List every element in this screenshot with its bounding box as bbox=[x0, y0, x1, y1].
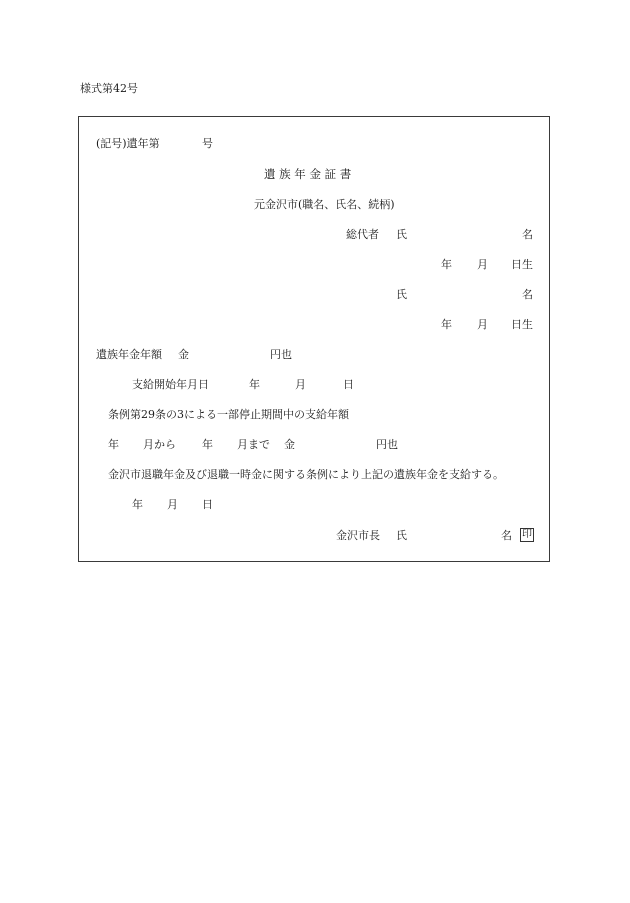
suspension-year-from: 年 bbox=[108, 438, 119, 451]
issue-day: 日 bbox=[202, 498, 213, 511]
issue-month: 月 bbox=[167, 498, 178, 511]
suspension-year-until: 年 bbox=[202, 438, 213, 451]
second-birth-month: 月 bbox=[477, 318, 488, 331]
suspension-month-until: 月まで bbox=[237, 438, 270, 451]
second-birth-day: 日生 bbox=[511, 318, 533, 331]
suspension-yen: 円也 bbox=[376, 438, 398, 451]
seal-stamp-box: 印 bbox=[522, 529, 532, 540]
payment-statement: 金沢市退職年金及び退職一時金に関する条例により上記の遺族年金を支給する。 bbox=[108, 468, 504, 481]
record-number-label: (記号)遺年第 bbox=[96, 137, 160, 150]
record-number-suffix: 号 bbox=[202, 137, 213, 150]
representative-label: 総代者 bbox=[346, 228, 379, 241]
representative-name-prefix: 氏 bbox=[396, 228, 407, 241]
suspension-month-from: 月から bbox=[143, 438, 176, 451]
representative-birth-day: 日生 bbox=[511, 258, 533, 271]
former-employee-line: 元金沢市(職名、氏名、続柄) bbox=[254, 198, 395, 211]
start-date-year: 年 bbox=[249, 378, 260, 391]
representative-name-suffix: 名 bbox=[522, 228, 533, 241]
representative-birth-year: 年 bbox=[441, 258, 452, 271]
mayor-name-prefix: 氏 bbox=[396, 529, 407, 542]
start-date-label: 支給開始年月日 bbox=[132, 378, 209, 391]
start-date-day: 日 bbox=[343, 378, 354, 391]
certificate-title: 遺 族 年 金 証 書 bbox=[264, 167, 352, 181]
start-date-month: 月 bbox=[295, 378, 306, 391]
certificate-frame bbox=[78, 116, 550, 562]
mayor-label: 金沢市長 bbox=[336, 529, 380, 542]
second-name-suffix: 名 bbox=[522, 288, 533, 301]
pension-amount-kin: 金 bbox=[178, 348, 189, 361]
pension-amount-label: 遺族年金年額 bbox=[96, 348, 162, 361]
mayor-name-suffix: 名 bbox=[501, 529, 512, 542]
suspension-label: 条例第29条の3による一部停止期間中の支給年額 bbox=[108, 408, 349, 421]
representative-birth-month: 月 bbox=[477, 258, 488, 271]
second-birth-year: 年 bbox=[441, 318, 452, 331]
form-number-label: 様式第42号 bbox=[80, 82, 138, 95]
second-name-prefix: 氏 bbox=[396, 288, 407, 301]
pension-amount-yen: 円也 bbox=[270, 348, 292, 361]
issue-year: 年 bbox=[132, 498, 143, 511]
suspension-kin: 金 bbox=[284, 438, 295, 451]
